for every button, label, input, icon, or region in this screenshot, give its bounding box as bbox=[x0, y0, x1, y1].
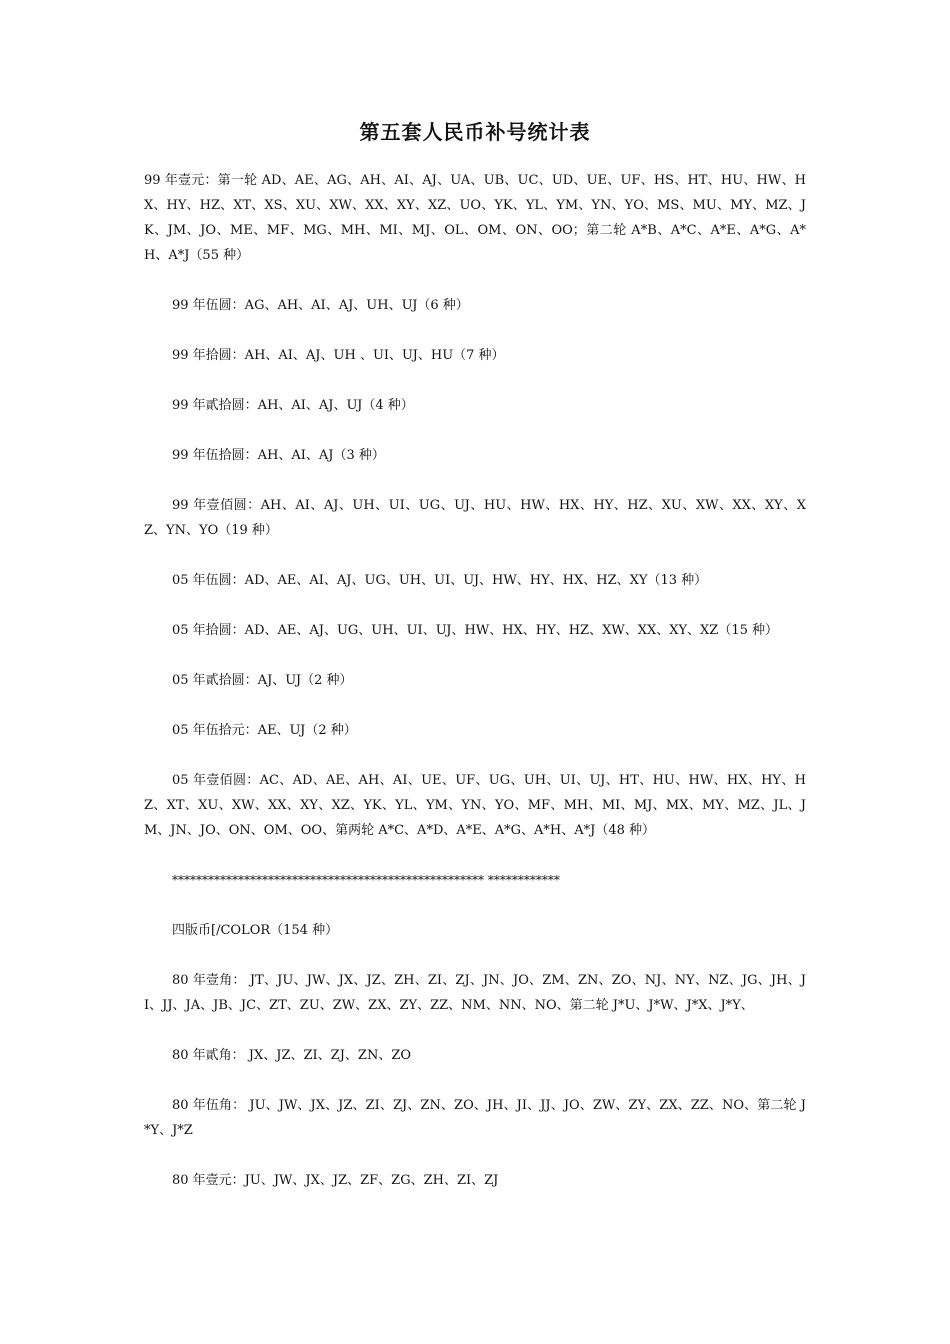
separator-stars: **************************************************** ************ bbox=[172, 873, 560, 887]
paragraph-05-50yuan: 05 年伍拾元：AE、UJ（2 种） bbox=[172, 723, 357, 738]
paragraph-99-50yuan: 99 年伍拾圆：AH、AI、AJ（3 种） bbox=[172, 448, 385, 463]
page-title: 第五套人民币补号统计表 bbox=[359, 120, 591, 144]
paragraph-99-5yuan: 99 年伍圆：AG、AH、AI、AJ、UH、UJ（6 种） bbox=[172, 298, 469, 313]
paragraph-05-100yuan: 05 年壹佰圆：AC、AD、AE、AH、AI、UE、UF、UG、UH、UI、UJ、HT、HU、HW、HX、HY、HZ、XT、XU、XW、XX、XY、XZ、YK、YL、YM、YN、YO、MF、MH、MI、MJ、MX、MY、MZ、JL、JM、JN、JO、ON、OM、OO、第两轮 A*C、A*D、A*E、A*G、A*H、A*J（48 种） bbox=[144, 773, 806, 838]
paragraph-80-5jiao: 80 年伍角： JU、JW、JX、JZ、ZI、ZJ、ZN、ZO、JH、JI、JJ、JO、ZW、ZY、ZX、ZZ、NO、第二轮 J*Y、J*Z bbox=[144, 1098, 806, 1138]
paragraph-80-1yuan: 80 年壹元：JU、JW、JX、JZ、ZF、ZG、ZH、ZI、ZJ bbox=[172, 1173, 499, 1188]
paragraph-05-10yuan: 05 年拾圆：AD、AE、AJ、UG、UH、UI、UJ、HW、HX、HY、HZ、XW、XX、XY、XZ（15 种） bbox=[172, 623, 779, 638]
paragraph-05-5yuan: 05 年伍圆：AD、AE、AI、AJ、UG、UH、UI、UJ、HW、HY、HX、HZ、XY（13 种） bbox=[172, 573, 708, 588]
paragraph-99-1yuan: 99 年壹元：第一轮 AD、AE、AG、AH、AI、AJ、UA、UB、UC、UD、UE、UF、HS、HT、HU、HW、HX、HY、HZ、XT、XS、XU、XW、XX、XY、XZ、UO、YK、YL、YM、YN、YO、MS、MU、MY、MZ、JK、JM、JO、ME、MF、MG、MH、MI、MJ、OL、OM、ON、OO；第二轮 A*B、A*C、A*E、A*G、A*H、A*J（55 种） bbox=[144, 173, 806, 263]
document-body bbox=[144, 168, 806, 1218]
paragraph-99-20yuan: 99 年貳拾圆：AH、AI、AJ、UJ（4 种） bbox=[172, 398, 414, 413]
paragraph-99-100yuan: 99 年壹佰圆：AH、AI、AJ、UH、UI、UG、UJ、HU、HW、HX、HY、HZ、XU、XW、XX、XY、XZ、YN、YO（19 种） bbox=[144, 498, 806, 538]
paragraph-80-1jiao: 80 年壹角： JT、JU、JW、JX、JZ、ZH、ZI、ZJ、JN、JO、ZM、ZN、ZO、NJ、NY、NZ、JG、JH、JI、JJ、JA、JB、JC、ZT、ZU、ZW、ZX、ZY、ZZ、NM、NN、NO、第二轮 J*U、J*W、J*X、J*Y、 bbox=[144, 973, 806, 1013]
paragraph-80-2jiao: 80 年貳角： JX、JZ、ZI、ZJ、ZN、ZO bbox=[172, 1048, 412, 1063]
paragraph-99-10yuan: 99 年拾圆：AH、AI、AJ、UH 、UI、UJ、HU（7 种） bbox=[172, 348, 505, 363]
paragraph-4th-series-heading: 四版币[/COLOR（154 种） bbox=[172, 923, 339, 938]
paragraph-05-20yuan: 05 年貳拾圆：AJ、UJ（2 种） bbox=[172, 673, 353, 688]
